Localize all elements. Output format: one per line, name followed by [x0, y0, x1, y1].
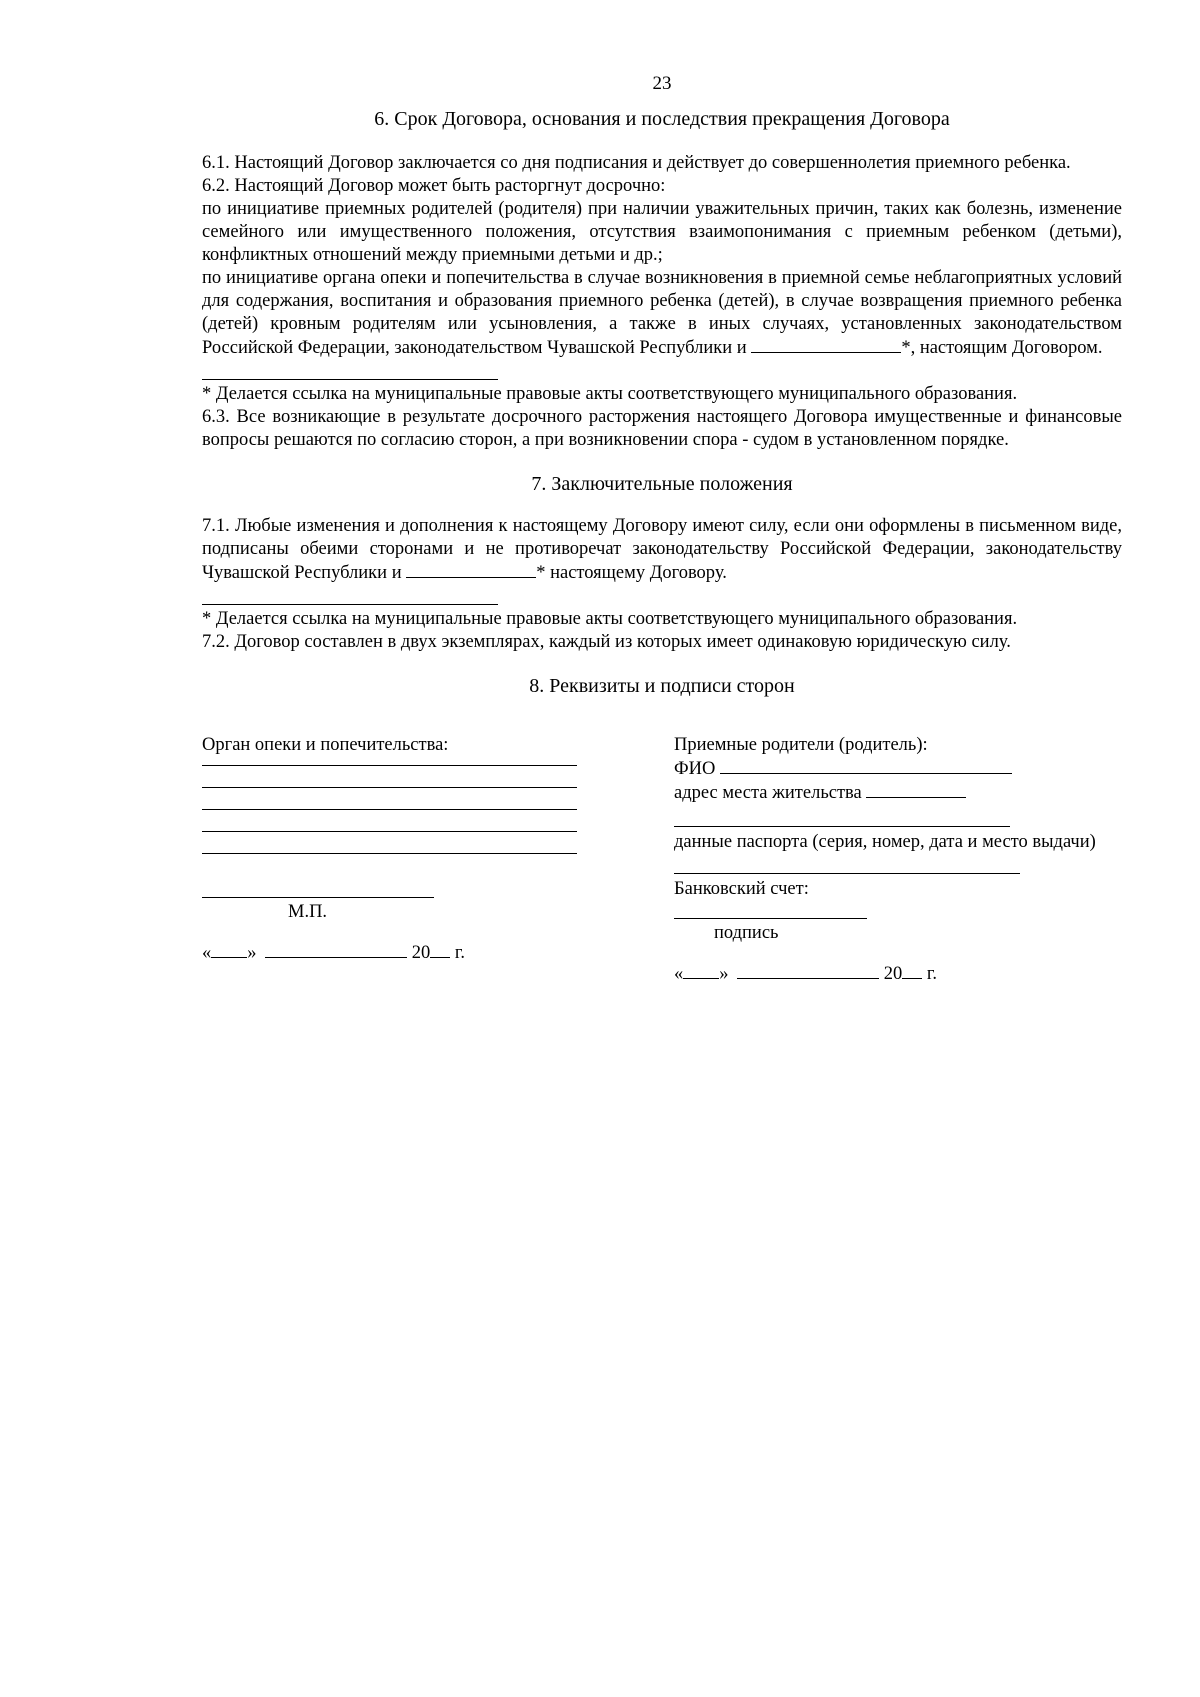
- address-field: [866, 781, 966, 798]
- footnote-divider: [202, 379, 498, 380]
- paragraph-7-1: [202, 515, 1122, 585]
- foster-parents-block: [674, 734, 1122, 986]
- paragraph-6-3: 6.3. Все возникающие в результате досрочного расторжения настоящего Договора имущественные и финансовые вопросы решаются по согласию сторон, а при возникновении спора - судом в установленном порядке.: [202, 407, 1122, 450]
- address-row: адрес места жительства: [674, 781, 1122, 805]
- date-line: « » 20 г.: [674, 964, 938, 984]
- guardianship-authority-block: [202, 734, 582, 965]
- signature-line: [202, 831, 577, 832]
- paragraph-7-1-end: * настоящему Договору.: [536, 563, 727, 583]
- paragraph-6-2: 6.2. Настоящий Договор может быть расторгнут досрочно:: [202, 176, 666, 196]
- stamp-label: М.П.: [288, 902, 328, 922]
- signature-line: [202, 809, 577, 810]
- passport-line: [674, 873, 1020, 874]
- paragraph-6-2-a: по инициативе приемных родителей (родителя) при наличии уважительных причин, таких как болезнь, изменение семейного или имущественного положения, отсутствия взаимопонимания с приемным ребенком (детьми), конфликтных отношений между приемными детьми и др.;: [202, 199, 1122, 265]
- foster-parents-heading: Приемные родители (родитель):: [674, 735, 928, 755]
- section-6-title: 6. Срок Договора, основания и последствия прекращения Договора: [374, 108, 950, 130]
- footnote-6: * Делается ссылка на муниципальные правовые акты соответствующего муниципального образования.: [202, 384, 1018, 404]
- paragraph-7-1-text: 7.1. Любые изменения и дополнения к настоящему Договору имеют силу, если они оформлены в письменном виде, подписаны обеими сторонами и не противоречат законодательству Российской Федерации, законодательству Чувашской Республики и: [202, 516, 1122, 583]
- section-8-title: 8. Реквизиты и подписи сторон: [529, 675, 795, 697]
- date-line: « » 20 г.: [202, 943, 466, 963]
- address-line: [674, 826, 1010, 827]
- fio-row: ФИО: [674, 757, 1122, 781]
- footnote-7: * Делается ссылка на муниципальные правовые акты соответствующего муниципального образования.: [202, 609, 1018, 629]
- signature-line: [202, 897, 434, 898]
- paragraph-7-2: 7.2. Договор составлен в двух экземплярах, каждый из которых имеет одинаковую юридическую силу.: [202, 632, 1011, 652]
- fio-field: [720, 757, 1012, 774]
- page-number: 23: [652, 73, 672, 94]
- passport-label: данные паспорта (серия, номер, дата и место выдачи): [674, 832, 1096, 852]
- signature-line: [202, 853, 577, 854]
- blank-field: [751, 336, 901, 353]
- paragraph-6-1: 6.1. Настоящий Договор заключается со дня подписания и действует до совершеннолетия приемного ребенка.: [202, 153, 1071, 173]
- bank-account-label: Банковский счет:: [674, 879, 809, 899]
- paragraph-6-2-b-text: по инициативе органа опеки и попечительства в случае возникновения в приемной семье неблагоприятных условий для содержания, воспитания и образования приемного ребенка (детей), в случае возвращения приемного ребенка (детей) кровным родителям или усыновления, а также в иных случаях, установленных законодательством Российской Федерации, законодательством Чувашской Республики и: [202, 268, 1122, 358]
- section-7-title: 7. Заключительные положения: [531, 473, 793, 495]
- signature-line: [202, 765, 577, 766]
- signatures-block: [202, 734, 1122, 1004]
- document-page: [202, 70, 1122, 1004]
- blank-field: [406, 561, 536, 578]
- guardianship-authority-heading: Орган опеки и попечительства:: [202, 735, 449, 755]
- signature-line: [202, 787, 577, 788]
- footnote-divider: [202, 604, 498, 605]
- signature-label: подпись: [714, 923, 779, 943]
- paragraph-6-2-b: [202, 267, 1122, 360]
- paragraph-6-2-b-end: *, настоящим Договором.: [901, 338, 1103, 358]
- signature-line: [674, 918, 867, 919]
